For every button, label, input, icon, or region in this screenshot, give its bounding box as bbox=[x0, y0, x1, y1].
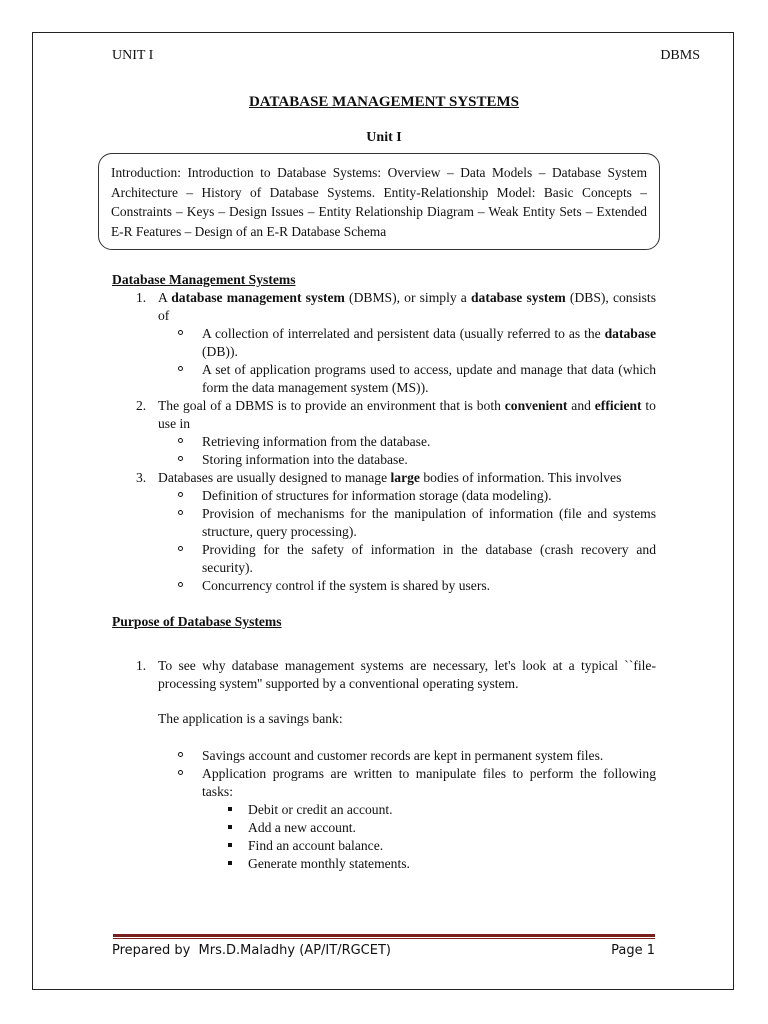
paragraph: The application is a savings bank: bbox=[158, 711, 343, 726]
circle-bullet-icon bbox=[178, 456, 183, 461]
sub-list-item: Application programs are written to manipulate files to perform the following tasks: bbox=[158, 765, 656, 801]
sub-list-item: Definition of structures for information storage (data modeling). bbox=[158, 487, 656, 505]
footer-rule bbox=[113, 934, 655, 937]
dbms-list bbox=[112, 289, 656, 595]
section-heading-purpose: Purpose of Database Systems bbox=[112, 614, 282, 629]
footer-author: Prepared by Mrs.D.Maladhy (AP/IT/RGCET) bbox=[112, 943, 391, 958]
circle-bullet-icon bbox=[178, 510, 183, 515]
circle-bullet-icon bbox=[178, 492, 183, 497]
circle-bullet-icon bbox=[178, 330, 183, 335]
square-bullet-icon bbox=[228, 825, 232, 829]
sub-list-item: Provision of mechanisms for the manipulation of information (file and systems structure, query processing). bbox=[158, 505, 656, 541]
circle-bullet-icon bbox=[178, 770, 183, 775]
sub-list-item: Retrieving information from the database. bbox=[158, 433, 656, 451]
purpose-list bbox=[112, 657, 656, 873]
header-unit: UNIT I bbox=[112, 48, 154, 63]
footer-rule-thin bbox=[113, 938, 655, 939]
task-item: Add a new account. bbox=[158, 819, 656, 837]
task-item: Debit or credit an account. bbox=[158, 801, 656, 819]
document-title: DATABASE MANAGEMENT SYSTEMS bbox=[248, 94, 520, 110]
circle-bullet-icon bbox=[178, 366, 183, 371]
list-item: 2. The goal of a DBMS is to provide an environment that is both convenient and efficient to use in Retrieving information from the database. Storing information into the database. bbox=[136, 398, 656, 467]
document-subtitle: Unit I bbox=[366, 130, 402, 145]
sub-list-item: Providing for the safety of information in the database (crash recovery and security). bbox=[158, 541, 656, 577]
sub-list-item: A collection of interrelated and persistent data (usually referred to as the database (DB)). bbox=[158, 325, 656, 361]
list-item: 1. To see why database management systems are necessary, let's look at a typical ``file-processing system'' supported by a conventional operating system. The application is a savings bank: Savings account and customer records are kept in permanent system files. Application programs are written to manipulate files to perform the following tasks: Debit or credit an account. Add a new account. Find an account balance. Generate monthly statements. bbox=[136, 658, 656, 871]
footer-page-number: Page 1 bbox=[611, 943, 655, 958]
section-heading-dbms: Database Management Systems bbox=[112, 272, 296, 287]
sub-list-item: Savings account and customer records are kept in permanent system files. bbox=[158, 747, 656, 765]
sub-list-item: A set of application programs used to access, update and manage that data (which form the data management system (MS)). bbox=[158, 361, 656, 397]
sub-list-item: Concurrency control if the system is shared by users. bbox=[158, 577, 656, 595]
circle-bullet-icon bbox=[178, 582, 183, 587]
header-subject: DBMS bbox=[660, 48, 700, 63]
syllabus-box: Introduction: Introduction to Database Systems: Overview – Data Models – Database System Architecture – History of Database Systems. Entity-Relationship Model: Basic Concepts – Constraints – Keys – Design Issues – Entity Relationship Diagram – Weak Entity Sets – Extended E-R Features – Design of an E-R Database Schema bbox=[98, 153, 660, 250]
circle-bullet-icon bbox=[178, 438, 183, 443]
square-bullet-icon bbox=[228, 861, 232, 865]
list-item: 3. Databases are usually designed to manage large bodies of information. This involves Definition of structures for information storage (data modeling). Provision of mechanisms for the manipulation of information (file and systems structure, query processing). Providing for the safety of information in the database (crash recovery and security). Concurrency control if the system is shared by users. bbox=[136, 470, 656, 593]
task-item: Generate monthly statements. bbox=[158, 855, 656, 873]
list-item: 1. A database management system (DBMS), or simply a database system (DBS), consists of A collection of interrelated and persistent data (usually referred to as the database (DB)). A set of application programs used to access, update and manage that data (which form the data management system (MS)). bbox=[136, 290, 657, 395]
sub-list-item: Storing information into the database. bbox=[158, 451, 656, 469]
circle-bullet-icon bbox=[178, 546, 183, 551]
square-bullet-icon bbox=[228, 807, 232, 811]
circle-bullet-icon bbox=[178, 752, 183, 757]
square-bullet-icon bbox=[228, 843, 232, 847]
task-item: Find an account balance. bbox=[158, 837, 656, 855]
main-content bbox=[112, 271, 656, 873]
